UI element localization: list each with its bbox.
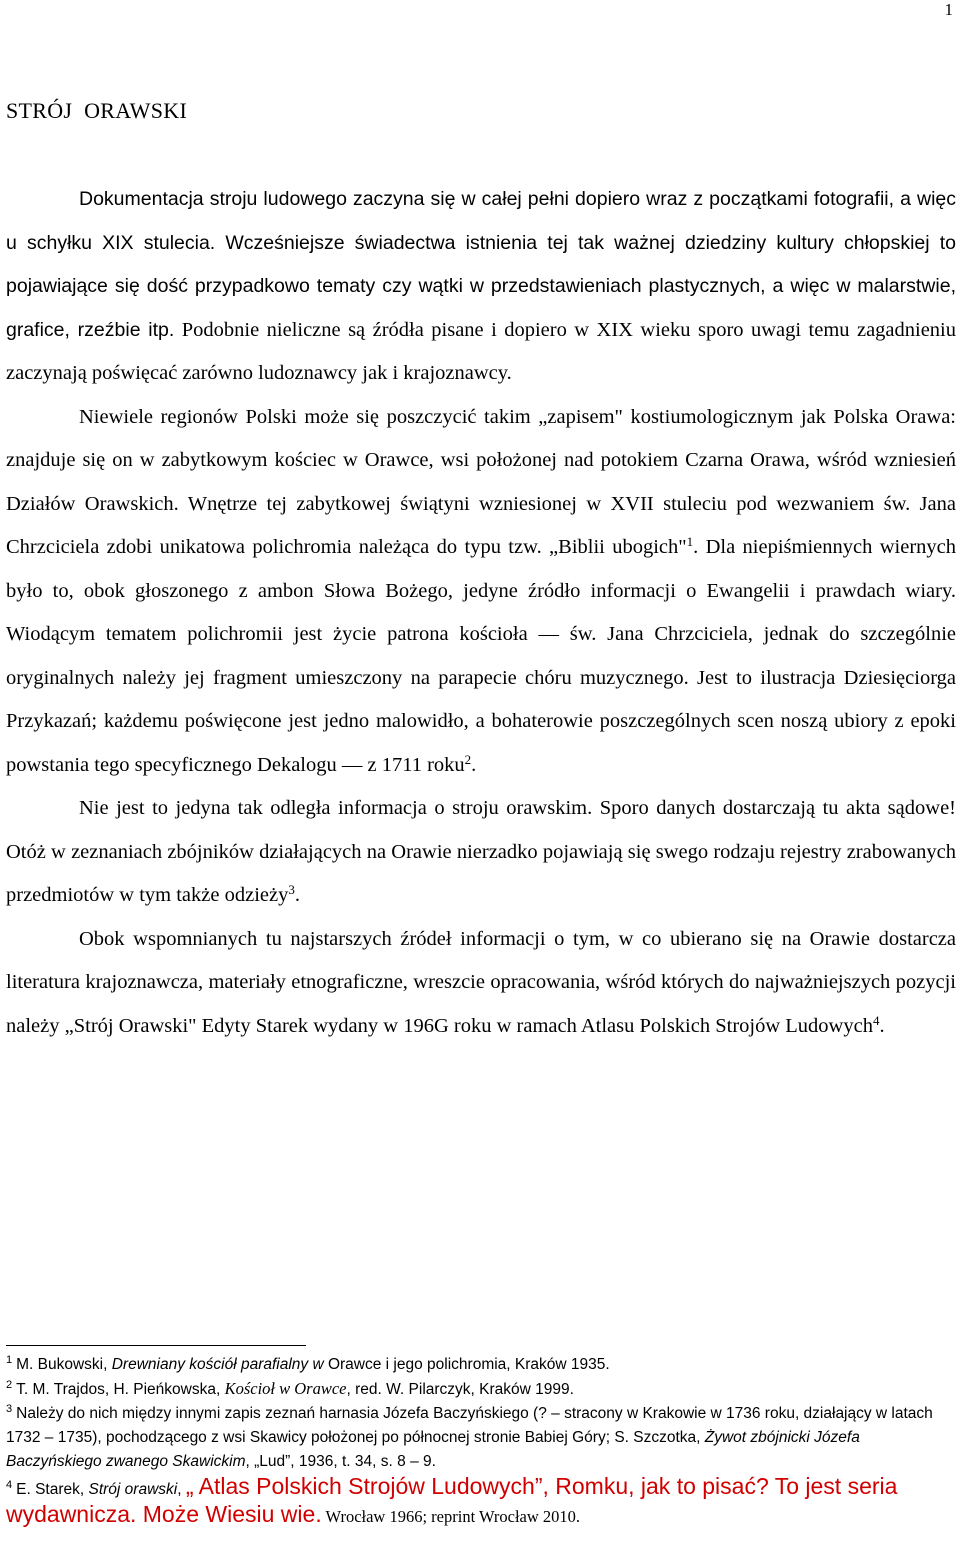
footnote-ref-3: 3 [288,882,295,897]
footnote-separator [6,1345,306,1346]
footnotes [6,1353,956,1530]
footnote-ref-4: 4 [872,1012,880,1028]
paragraph-4-text-b: . [879,1014,885,1037]
paragraph-3-text-a: Nie jest to jedyna tak odległa informacja o stroju orawskim. Sporo danych dostarczają tu akta sądowe! Otóż w zeznaniach zbójników działających na Orawie nierzadko pojawiają się swego rodzaju rejestry zrabowanych przedmiotów w tym także odzieży [6,797,956,906]
footnote-1-author: M. Bukowski, [16,1356,112,1373]
paragraph-3-text-b: . [294,884,300,906]
footnote-3-text: Należy do nich między innymi zapis zeznań harnasia Józefa Baczyńskiego (? – stracony w Krakowie w 1736 roku, działający w latach 1732 – 1735), pochodzącego z wsi Skawicy położonej po północnej stronie Babiej Góry; S. Szczotka, [6,1405,933,1446]
footnote-1 [6,1353,956,1377]
footnote-ref-2: 2 [464,751,472,767]
footnote-4-rest: Wrocław 1966; reprint Wrocław 2010. [321,1507,581,1526]
page-number: 1 [944,0,953,19]
footnote-4-number: 4 [6,1479,13,1491]
footnote-ref-1: 1 [686,534,694,549]
paragraph-1 [6,178,956,396]
paragraph-3 [6,787,956,918]
footnote-2-author: T. M. Trajdos, H. Pieńkowska, [16,1381,225,1398]
paragraph-4-text-a: Obok wspomnianych tu najstarszych źródeł informacji o tym, w co ubierano się na Orawie dostarcza literatura krajoznawcza, materiały etnograficzne, wreszcie opracowania, wśród których do najważniejszych pozycji należy „Strój Orawski" Edyty Starek wydany w 196G roku w ramach Atlasu Polskich Strojów Ludowych [6,927,956,1037]
paragraph-1-text-a: Dokumentacja stroju ludowego zaczyna się w całej pełni dopiero wraz z początkami fotografii, a więc u schyłku XIX stulecia. Wcześniejsze świadectwa istnienia tej tak ważnej dziedziny kultury chłopskiej to pojawiające się dość przypadkowo tematy czy wątki w przedstawieniach plastycznych, a więc w malarstwie, grafice, rzeźbie itp. [6,188,956,341]
paragraph-2 [6,396,956,788]
footnote-2-rest: , red. W. Pilarczyk, Kraków 1999. [346,1381,574,1398]
footnote-4 [6,1474,956,1530]
footnote-3-number: 3 [6,1403,13,1415]
paragraph-2-text-a: Niewiele regionów Polski może się poszczycić takim „zapisem" kostiumologicznym jak Polska Orawa: znajduje się on w zabytkowym kościec w Orawce, wsi położonej nad potokiem Czarna Orawa, wśród wzniesień Działów Orawskich. Wnętrze tej zabytkowej świątyni wzniesionej w XVII stuleciu pod wezwaniem św. Jana Chrzciciela zdobi unikatowa polichromia należąca do typu tzw. „Biblii ubogich" [6,405,956,558]
footnote-1-number: 1 [6,1354,13,1366]
paragraph-4 [6,918,956,1049]
document-title: STRÓJ ORAWSKI [6,98,188,123]
paragraph-1-text-b: Podobnie nieliczne są źródła pisane i dopiero w XIX wieku sporo uwagi temu zagadnieniu zaczynają poświęcać zarówno ludoznawcy jak i krajoznawcy. [6,318,957,384]
footnote-4-editor-comment: „ Atlas Polskich Strojów Ludowych”, Romku, jak to pisać? To jest seria wydawnicza. Może Wiesiu wie. [6,1473,898,1527]
document-body [6,178,956,1048]
footnote-2-title: Kościoł w Orawce [224,1379,347,1398]
footnote-3-title: Żywot zbójnicki Józefa Baczyńskiego zwanego Skawickim [6,1429,860,1470]
footnote-4-sep: , [177,1481,186,1498]
footnote-2-number: 2 [6,1379,13,1391]
footnote-4-title: Strój orawski [88,1481,178,1498]
footnote-2 [6,1377,956,1402]
footnote-1-title: Drewniany kościół parafialny w [111,1356,324,1373]
footnote-4-author: E. Starek, [16,1481,89,1498]
footnote-1-rest: Orawce i jego polichromia, Kraków 1935. [323,1356,610,1373]
paragraph-2-text-c: . [471,753,477,776]
footnote-3-rest: , „Lud”, 1936, t. 34, s. 8 – 9. [245,1453,436,1470]
paragraph-2-text-b: . Dla niepiśmiennych wiernych było to, obok głoszonego z ambon Słowa Bożego, jedyne źródło informacji o Ewangelii i prawdach wiary. Wiodącym tematem polichromii jest życie patrona kościoła — św. Jana Chrzciciela, jednak do szczególnie oryginalnych należy jej fragment umieszczony na parapecie chóru muzycznego. Jest to ilustracja Dziesięciorga Przykazań; każdemu poświęcone jest jedno malowidło, a bohaterowie poszczególnych scen noszą ubiory z epoki powstania tego specyficznego Dekalogu — z 1711 roku [6,536,956,776]
footnote-3 [6,1402,956,1474]
